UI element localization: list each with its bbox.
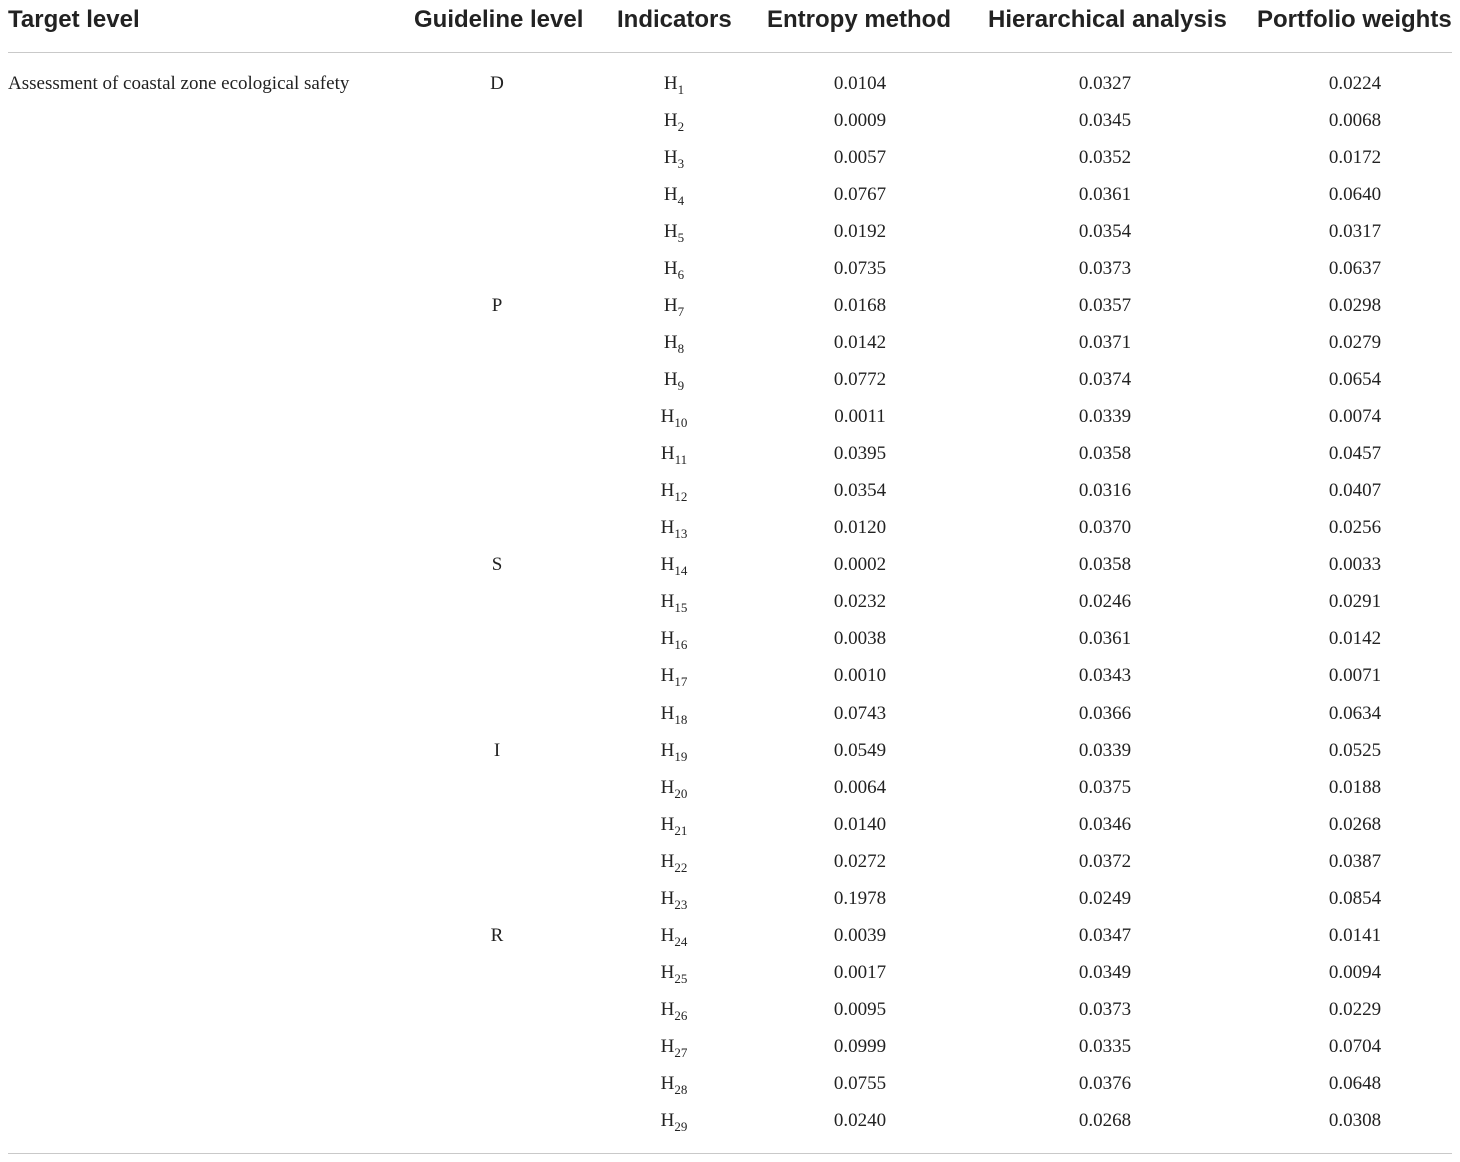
table-row bbox=[8, 109, 1452, 146]
indicator-symbol: H bbox=[660, 443, 675, 465]
indicator-subscript: 4 bbox=[677, 193, 685, 209]
table-row bbox=[8, 813, 1452, 850]
portfolio-weights-cell: 0.0298 bbox=[1328, 295, 1382, 317]
entropy-method-cell: 0.0735 bbox=[833, 258, 887, 280]
hierarchical-analysis-cell: 0.0373 bbox=[1078, 998, 1132, 1020]
indicator-subscript: 23 bbox=[674, 896, 688, 912]
table-row bbox=[8, 442, 1452, 479]
entropy-method-cell: 0.0057 bbox=[833, 147, 887, 169]
portfolio-weights-cell: 0.0224 bbox=[1328, 73, 1382, 94]
indicator-symbol: H bbox=[663, 221, 678, 243]
indicator-subscript: 1 bbox=[677, 82, 685, 97]
table-row bbox=[8, 998, 1452, 1035]
indicator-cell bbox=[624, 294, 724, 318]
hierarchical-analysis-cell: 0.0373 bbox=[1078, 258, 1132, 280]
table-row bbox=[8, 664, 1452, 701]
table-row bbox=[8, 257, 1452, 294]
header-target-level: Target level bbox=[8, 6, 140, 33]
indicator-symbol: H bbox=[660, 739, 675, 761]
portfolio-weights-cell: 0.0074 bbox=[1328, 406, 1382, 428]
entropy-method-cell: 0.0354 bbox=[833, 480, 887, 502]
hierarchical-analysis-cell: 0.0343 bbox=[1078, 665, 1132, 687]
hierarchical-analysis-cell: 0.0352 bbox=[1078, 147, 1132, 169]
indicator-symbol: H bbox=[663, 110, 678, 132]
indicator-symbol: H bbox=[660, 665, 675, 687]
header-portfolio-weights: Portfolio weights bbox=[1257, 6, 1452, 33]
entropy-method-cell: 0.0743 bbox=[833, 702, 887, 724]
table-row bbox=[8, 405, 1452, 442]
hierarchical-analysis-cell: 0.0249 bbox=[1078, 887, 1132, 909]
indicator-subscript: 12 bbox=[674, 489, 688, 505]
indicator-cell bbox=[624, 109, 724, 133]
table-row bbox=[8, 627, 1452, 664]
indicator-cell bbox=[624, 776, 724, 800]
indicator-subscript: 29 bbox=[674, 1118, 688, 1134]
table-row bbox=[8, 924, 1452, 961]
entropy-method-cell: 0.0755 bbox=[833, 1072, 887, 1094]
indicator-subscript: 21 bbox=[674, 822, 688, 838]
entropy-method-cell: 0.0142 bbox=[833, 332, 887, 354]
indicator-cell bbox=[624, 146, 724, 170]
header-entropy-method: Entropy method bbox=[767, 6, 951, 33]
entropy-method-cell: 0.1978 bbox=[833, 887, 887, 909]
portfolio-weights-cell: 0.0654 bbox=[1328, 369, 1382, 391]
indicator-cell bbox=[624, 961, 724, 985]
table-row bbox=[8, 368, 1452, 405]
hierarchical-analysis-cell: 0.0361 bbox=[1078, 628, 1132, 650]
hierarchical-analysis-cell: 0.0347 bbox=[1078, 924, 1132, 946]
indicator-subscript: 17 bbox=[674, 674, 688, 690]
entropy-method-cell: 0.0017 bbox=[833, 961, 887, 983]
indicator-cell bbox=[624, 627, 724, 651]
hierarchical-analysis-cell: 0.0374 bbox=[1078, 369, 1132, 391]
table-row bbox=[8, 479, 1452, 516]
portfolio-weights-cell: 0.0279 bbox=[1328, 332, 1382, 354]
hierarchical-analysis-cell: 0.0376 bbox=[1078, 1072, 1132, 1094]
indicator-subscript: 24 bbox=[674, 933, 688, 949]
indicator-symbol: H bbox=[660, 628, 675, 650]
table-row bbox=[8, 1035, 1452, 1072]
indicator-symbol: H bbox=[663, 73, 678, 94]
entropy-method-cell: 0.0104 bbox=[833, 73, 887, 94]
entropy-method-cell: 0.0395 bbox=[833, 443, 887, 465]
table-row bbox=[8, 850, 1452, 887]
entropy-method-cell: 0.0120 bbox=[833, 517, 887, 539]
table-row bbox=[8, 146, 1452, 183]
hierarchical-analysis-cell: 0.0366 bbox=[1078, 702, 1132, 724]
table-row bbox=[8, 553, 1452, 590]
header-guideline-level: Guideline level bbox=[414, 6, 584, 33]
indicator-cell bbox=[624, 331, 724, 355]
entropy-method-cell: 0.0767 bbox=[833, 184, 887, 206]
indicator-subscript: 22 bbox=[674, 859, 688, 875]
table-row bbox=[8, 1072, 1452, 1109]
table-row bbox=[8, 220, 1452, 257]
entropy-method-cell: 0.0010 bbox=[833, 665, 887, 687]
hierarchical-analysis-cell: 0.0357 bbox=[1078, 295, 1132, 317]
entropy-method-cell: 0.0999 bbox=[833, 1035, 887, 1057]
guideline-level-cell: R bbox=[490, 924, 504, 946]
table-row bbox=[8, 516, 1452, 553]
entropy-method-cell: 0.0549 bbox=[833, 739, 887, 761]
header-hierarchical-analysis: Hierarchical analysis bbox=[988, 6, 1227, 33]
indicator-cell bbox=[624, 664, 724, 688]
hierarchical-analysis-cell: 0.0358 bbox=[1078, 554, 1132, 576]
hierarchical-analysis-cell: 0.0327 bbox=[1078, 73, 1132, 94]
indicator-symbol: H bbox=[660, 850, 675, 872]
indicator-symbol: H bbox=[663, 184, 678, 206]
table-row bbox=[8, 739, 1452, 776]
footer-rule bbox=[8, 1153, 1452, 1154]
hierarchical-analysis-cell: 0.0339 bbox=[1078, 406, 1132, 428]
portfolio-weights-cell: 0.0854 bbox=[1328, 887, 1382, 909]
indicator-subscript: 13 bbox=[674, 526, 688, 542]
hierarchical-analysis-cell: 0.0246 bbox=[1078, 591, 1132, 613]
indicator-symbol: H bbox=[660, 776, 675, 798]
indicator-cell bbox=[624, 813, 724, 837]
hierarchical-analysis-cell: 0.0349 bbox=[1078, 961, 1132, 983]
indicator-cell bbox=[624, 1035, 724, 1059]
indicator-symbol: H bbox=[660, 961, 675, 983]
indicator-cell bbox=[624, 850, 724, 874]
indicator-cell bbox=[624, 998, 724, 1022]
portfolio-weights-cell: 0.0640 bbox=[1328, 184, 1382, 206]
indicator-subscript: 8 bbox=[677, 341, 685, 357]
indicator-symbol: H bbox=[660, 1072, 675, 1094]
table-row bbox=[8, 776, 1452, 813]
indicator-subscript: 2 bbox=[677, 119, 685, 135]
indicator-subscript: 26 bbox=[674, 1007, 688, 1023]
indicator-cell bbox=[624, 257, 724, 281]
indicator-subscript: 9 bbox=[677, 378, 685, 394]
table-row bbox=[8, 961, 1452, 998]
indicator-subscript: 7 bbox=[677, 304, 685, 320]
entropy-method-cell: 0.0772 bbox=[833, 369, 887, 391]
hierarchical-analysis-cell: 0.0339 bbox=[1078, 739, 1132, 761]
indicator-symbol: H bbox=[660, 998, 675, 1020]
table-row bbox=[8, 887, 1452, 924]
entropy-method-cell: 0.0002 bbox=[833, 554, 887, 576]
hierarchical-analysis-cell: 0.0346 bbox=[1078, 813, 1132, 835]
indicator-symbol: H bbox=[663, 332, 678, 354]
indicator-cell bbox=[624, 183, 724, 207]
indicator-symbol: H bbox=[660, 554, 675, 576]
table-row bbox=[8, 590, 1452, 627]
entropy-method-cell: 0.0240 bbox=[833, 1109, 887, 1131]
indicator-subscript: 28 bbox=[674, 1081, 688, 1097]
indicator-cell bbox=[624, 590, 724, 614]
entropy-method-cell: 0.0140 bbox=[833, 813, 887, 835]
hierarchical-analysis-cell: 0.0361 bbox=[1078, 184, 1132, 206]
indicator-symbol: H bbox=[660, 813, 675, 835]
indicator-symbol: H bbox=[660, 517, 675, 539]
guideline-level-cell: S bbox=[491, 554, 503, 576]
table-row bbox=[8, 1109, 1452, 1146]
indicator-symbol: H bbox=[660, 924, 675, 946]
portfolio-weights-cell: 0.0291 bbox=[1328, 591, 1382, 613]
portfolio-weights-cell: 0.0071 bbox=[1328, 665, 1382, 687]
entropy-method-cell: 0.0009 bbox=[833, 110, 887, 132]
table-row bbox=[8, 702, 1452, 739]
portfolio-weights-cell: 0.0457 bbox=[1328, 443, 1382, 465]
portfolio-weights-cell: 0.0068 bbox=[1328, 110, 1382, 132]
indicator-cell bbox=[624, 1072, 724, 1096]
indicator-subscript: 16 bbox=[674, 637, 688, 653]
indicator-subscript: 20 bbox=[674, 785, 688, 801]
indicator-cell bbox=[624, 516, 724, 540]
hierarchical-analysis-cell: 0.0354 bbox=[1078, 221, 1132, 243]
entropy-method-cell: 0.0272 bbox=[833, 850, 887, 872]
target-level-cell: Assessment of coastal zone ecological safety bbox=[8, 73, 350, 94]
hierarchical-analysis-cell: 0.0358 bbox=[1078, 443, 1132, 465]
hierarchical-analysis-cell: 0.0268 bbox=[1078, 1109, 1132, 1131]
indicator-symbol: H bbox=[660, 406, 675, 428]
portfolio-weights-cell: 0.0317 bbox=[1328, 221, 1382, 243]
entropy-method-cell: 0.0011 bbox=[834, 406, 886, 428]
entropy-method-cell: 0.0168 bbox=[833, 295, 887, 317]
indicator-symbol: H bbox=[660, 1035, 675, 1057]
portfolio-weights-cell: 0.0387 bbox=[1328, 850, 1382, 872]
entropy-method-cell: 0.0192 bbox=[833, 221, 887, 243]
guideline-level-cell: I bbox=[493, 739, 501, 761]
indicator-subscript: 27 bbox=[674, 1044, 688, 1060]
indicator-symbol: H bbox=[660, 702, 675, 724]
indicator-subscript: 18 bbox=[674, 711, 688, 727]
guideline-level-cell: P bbox=[491, 295, 503, 317]
portfolio-weights-cell: 0.0229 bbox=[1328, 998, 1382, 1020]
entropy-method-cell: 0.0095 bbox=[833, 998, 887, 1020]
portfolio-weights-cell: 0.0094 bbox=[1328, 961, 1382, 983]
indicator-subscript: 5 bbox=[677, 230, 685, 246]
indicator-symbol: H bbox=[663, 147, 678, 169]
indicator-cell bbox=[624, 368, 724, 392]
indicator-subscript: 14 bbox=[674, 563, 688, 579]
entropy-method-cell: 0.0039 bbox=[833, 924, 887, 946]
indicator-cell bbox=[624, 553, 724, 577]
indicator-cell bbox=[624, 739, 724, 763]
indicator-symbol: H bbox=[663, 369, 678, 391]
indicator-cell bbox=[624, 442, 724, 466]
table-row bbox=[8, 294, 1452, 331]
indicator-subscript: 6 bbox=[677, 267, 685, 283]
hierarchical-analysis-cell: 0.0345 bbox=[1078, 110, 1132, 132]
indicator-symbol: H bbox=[660, 1109, 675, 1131]
portfolio-weights-cell: 0.0188 bbox=[1328, 776, 1382, 798]
indicator-subscript: 10 bbox=[674, 415, 688, 431]
entropy-method-cell: 0.0038 bbox=[833, 628, 887, 650]
entropy-method-cell: 0.0232 bbox=[833, 591, 887, 613]
indicator-cell bbox=[624, 479, 724, 503]
table-row bbox=[8, 72, 1452, 109]
indicator-subscript: 3 bbox=[677, 156, 685, 172]
hierarchical-analysis-cell: 0.0375 bbox=[1078, 776, 1132, 798]
entropy-method-cell: 0.0064 bbox=[833, 776, 887, 798]
indicator-cell bbox=[624, 405, 724, 429]
table-row bbox=[8, 331, 1452, 368]
hierarchical-analysis-cell: 0.0371 bbox=[1078, 332, 1132, 354]
portfolio-weights-cell: 0.0637 bbox=[1328, 258, 1382, 280]
portfolio-weights-cell: 0.0141 bbox=[1328, 924, 1382, 946]
portfolio-weights-cell: 0.0525 bbox=[1328, 739, 1382, 761]
hierarchical-analysis-cell: 0.0316 bbox=[1078, 480, 1132, 502]
portfolio-weights-cell: 0.0704 bbox=[1328, 1035, 1382, 1057]
indicator-cell bbox=[624, 702, 724, 726]
indicator-cell bbox=[624, 220, 724, 244]
hierarchical-analysis-cell: 0.0372 bbox=[1078, 850, 1132, 872]
indicator-symbol: H bbox=[660, 480, 675, 502]
portfolio-weights-cell: 0.0256 bbox=[1328, 517, 1382, 539]
indicator-cell bbox=[624, 924, 724, 948]
portfolio-weights-cell: 0.0268 bbox=[1328, 813, 1382, 835]
indicator-subscript: 15 bbox=[674, 600, 688, 616]
indicator-subscript: 25 bbox=[674, 970, 688, 986]
header-indicators: Indicators bbox=[617, 6, 732, 33]
indicator-cell bbox=[624, 72, 724, 96]
table-row bbox=[8, 183, 1452, 220]
portfolio-weights-cell: 0.0172 bbox=[1328, 147, 1382, 169]
portfolio-weights-cell: 0.0142 bbox=[1328, 628, 1382, 650]
indicator-symbol: H bbox=[660, 887, 675, 909]
header-rule bbox=[8, 52, 1452, 53]
portfolio-weights-cell: 0.0308 bbox=[1328, 1109, 1382, 1131]
indicator-symbol: H bbox=[663, 295, 678, 317]
indicator-cell bbox=[624, 887, 724, 911]
portfolio-weights-cell: 0.0033 bbox=[1328, 554, 1382, 576]
indicator-symbol: H bbox=[660, 591, 675, 613]
indicator-symbol: H bbox=[663, 258, 678, 280]
indicator-subscript: 19 bbox=[674, 748, 688, 764]
portfolio-weights-cell: 0.0634 bbox=[1328, 702, 1382, 724]
indicator-subscript: 11 bbox=[674, 452, 688, 468]
hierarchical-analysis-cell: 0.0370 bbox=[1078, 517, 1132, 539]
guideline-level-cell: D bbox=[490, 73, 504, 94]
indicator-cell bbox=[624, 1109, 724, 1133]
portfolio-weights-cell: 0.0407 bbox=[1328, 480, 1382, 502]
hierarchical-analysis-cell: 0.0335 bbox=[1078, 1035, 1132, 1057]
portfolio-weights-cell: 0.0648 bbox=[1328, 1072, 1382, 1094]
